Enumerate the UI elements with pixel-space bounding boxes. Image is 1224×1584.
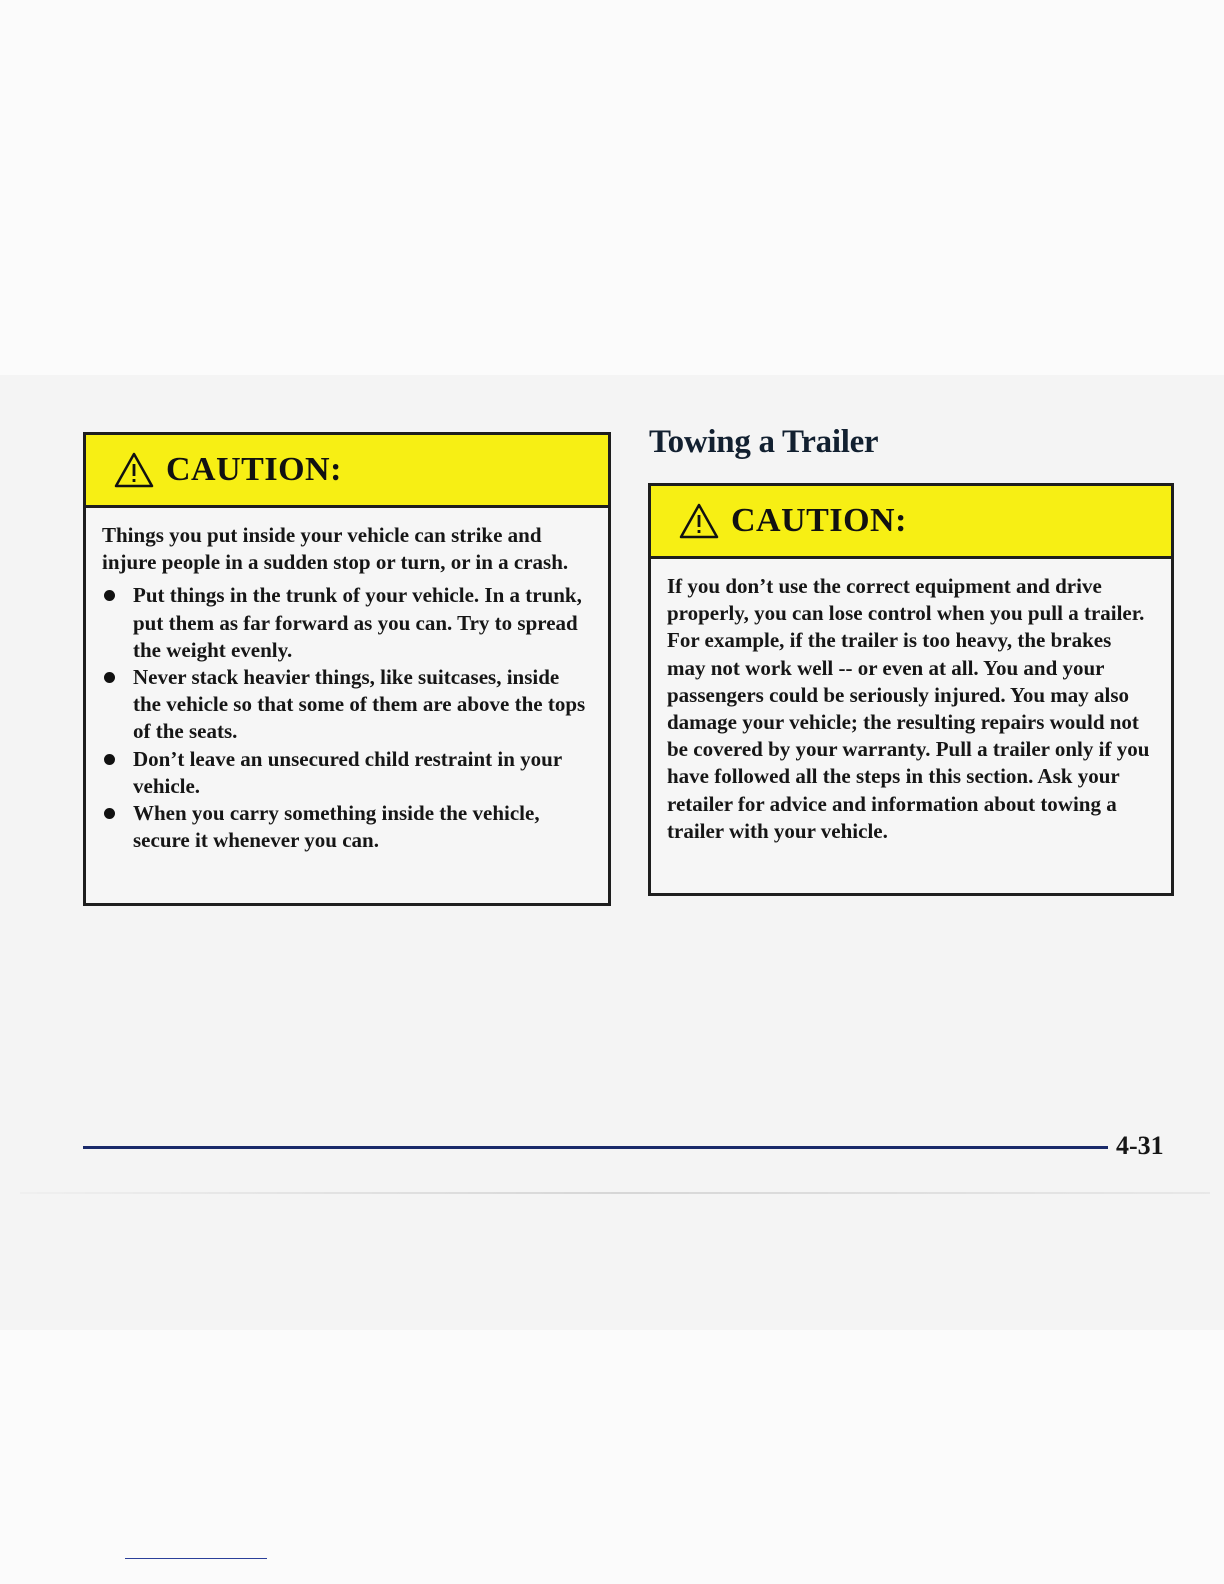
- bullet-text: Don’t leave an unsecured child restraint in your vehicle.: [133, 746, 562, 798]
- caution-body: [651, 559, 1171, 845]
- caution-header: [86, 435, 608, 508]
- caution-box-cargo: [83, 432, 611, 906]
- bullet-icon: [104, 672, 115, 683]
- bullet-text: When you carry something inside the vehicle, secure it whenever you can.: [133, 801, 540, 853]
- page-number: 4-31: [1116, 1131, 1164, 1160]
- caution-title: CAUTION:: [731, 502, 907, 539]
- caution-body: [86, 508, 608, 854]
- list-item: [102, 582, 586, 664]
- caution-header: [651, 486, 1171, 559]
- list-item: [102, 746, 586, 800]
- list-item: [102, 800, 586, 854]
- bottom-rule: [125, 1558, 267, 1559]
- bullet-text: Put things in the trunk of your vehicle. In a trunk, put them as far forward as you can. Try to spread the weight evenly.: [133, 583, 582, 662]
- bullet-text: Never stack heavier things, like suitcases, inside the vehicle so that some of them are above the tops of the seats.: [133, 665, 586, 744]
- warning-triangle-icon: [114, 452, 154, 488]
- page-edge-shadow: [20, 1192, 1210, 1194]
- footer-rule: [83, 1146, 1108, 1149]
- caution-bullet-list: [102, 582, 586, 854]
- caution-title: CAUTION:: [166, 451, 342, 488]
- caution-box-towing: [648, 483, 1174, 896]
- caution-text: If you don’t use the correct equipment and drive properly, you can lose control when you pull a trailer. For example, if the trailer is too heavy, the brakes may not work well -- or even at all. You and your passengers could be seriously injured. You may also damage your vehicle; the resulting repairs would not be covered by your warranty. Pull a trailer only if you have followed all the steps in this section. Ask your retailer for advice and information about towing a trailer with your vehicle.: [667, 574, 1150, 843]
- warning-triangle-icon: [679, 503, 719, 539]
- caution-intro: Things you put inside your vehicle can strike and injure people in a sudden stop or turn, or in a crash.: [102, 523, 569, 575]
- list-item: [102, 664, 586, 746]
- bullet-icon: [104, 808, 115, 819]
- bullet-icon: [104, 590, 115, 601]
- bullet-icon: [104, 754, 115, 765]
- section-title: Towing a Trailer: [649, 424, 879, 460]
